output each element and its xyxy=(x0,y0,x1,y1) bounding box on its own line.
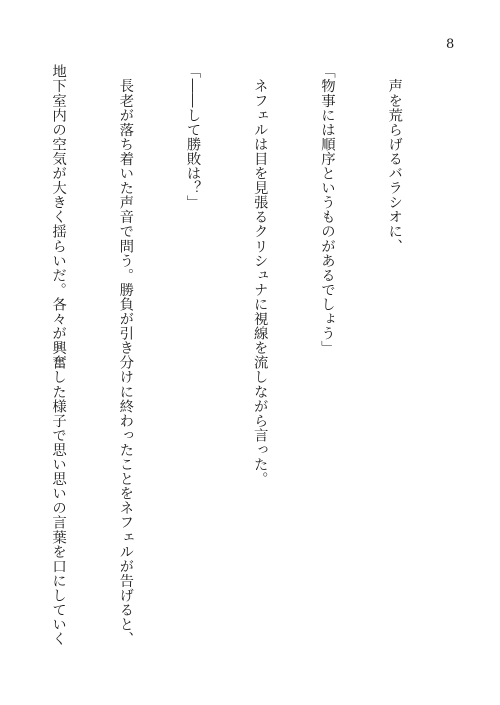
text-line: 「物事には順序というものがあるでしょう」 xyxy=(318,64,335,355)
page-number: 8 xyxy=(446,37,455,52)
text-line: 長老が落ち着いた声音で問う。勝負が引き分けに終わったことをネフェルが告げると、 xyxy=(117,64,134,646)
body-text xyxy=(0,64,450,664)
text-line xyxy=(0,64,2,664)
text-line: 地下室内の空気が大きく揺らいだ。各々が興奮した様子で思い思いの言葉を口にしていく xyxy=(50,64,67,646)
text-line: ネフェルは目を見張るクリシュナに視線を流しながら言った。 xyxy=(251,64,268,486)
text-line: 「――して勝敗は？」 xyxy=(184,64,201,210)
text-line: 声を荒らげるバラシオに、 xyxy=(386,64,403,254)
